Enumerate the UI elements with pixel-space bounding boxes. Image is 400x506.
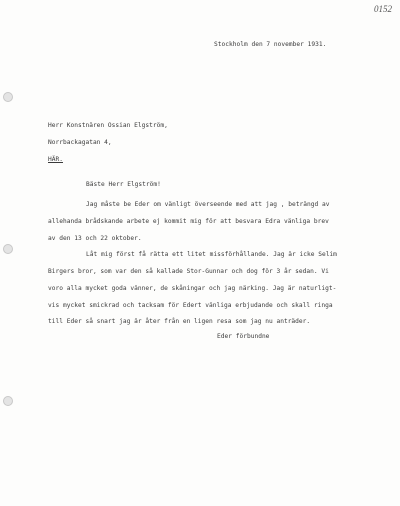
punch-hole-bottom <box>3 396 13 406</box>
punch-hole-top <box>3 92 13 102</box>
archive-number: 0152 <box>374 4 392 14</box>
body-line: till Eder så snart jag är åter från en ligen resa som jag nu anträder. <box>48 318 311 325</box>
body-line: Jag måste be Eder om vänligt överseende med att jag , beträngd av <box>86 201 330 208</box>
letter-date: Stockholm den 7 november 1931. <box>214 41 327 48</box>
body-line: av den 13 och 22 oktober. <box>48 235 142 242</box>
body-line: voro alla mycket goda vänner, de skåningar och jag närking. Jag är naturligt- <box>48 285 337 292</box>
address-line-city: HÄR. <box>48 156 63 163</box>
body-line: Birgers bror, som var den så kallade Stor-Gunnar och dog för 3 år sedan. Vi <box>48 268 329 275</box>
body-line: Låt mig först få rätta ett litet missförhållande. Jag är icke Selim <box>86 251 337 258</box>
body-line: vis mycket smickrad och tacksam för Edert vänliga erbjudande och skall ringa <box>48 302 333 309</box>
address-line-street: Norrbackagatan 4, <box>48 139 112 146</box>
punch-hole-middle <box>3 244 13 254</box>
letter-closing: Eder förbundne <box>217 333 270 340</box>
body-line: allehanda brådskande arbete ej kommit mig för att besvara Edra vänliga brev <box>48 218 329 225</box>
letter-salutation: Bäste Herr Elgström! <box>86 181 161 188</box>
address-line-recipient: Herr Konstnären Ossian Elgström, <box>48 122 168 129</box>
